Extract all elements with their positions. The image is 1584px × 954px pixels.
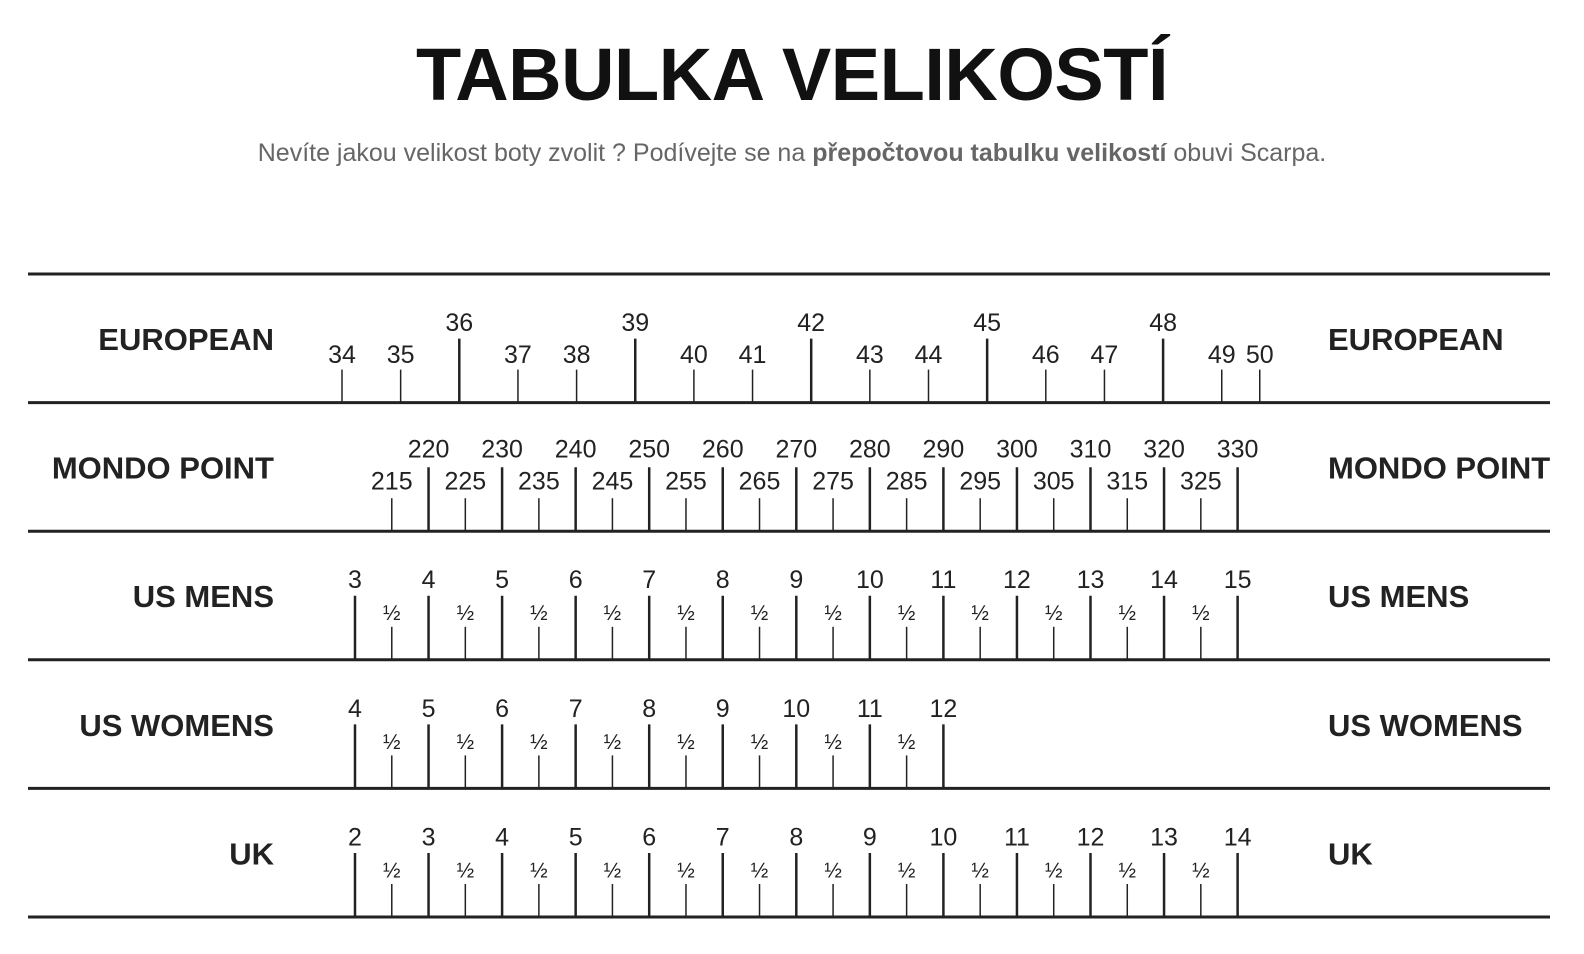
major-size-label: 330 [1216, 435, 1259, 464]
minor-size-label: 215 [370, 467, 413, 496]
minor-size-label: 285 [885, 467, 928, 496]
major-size-label: 280 [848, 435, 891, 464]
half-size-label: ½ [750, 730, 769, 754]
major-size-label: 9 [789, 566, 804, 595]
half-size-label: ½ [1118, 859, 1137, 883]
half-size-label: ½ [824, 859, 842, 883]
half-size-label: ½ [530, 730, 548, 754]
minor-size-label: 43 [855, 341, 884, 369]
major-size-label: 230 [481, 435, 523, 464]
half-size-label: ½ [824, 602, 842, 626]
half-size-label: ½ [677, 730, 695, 754]
major-size-label: 4 [495, 823, 510, 852]
row-label-left-mondo: MONDO POINT [51, 450, 274, 486]
major-size-label: 10 [855, 566, 884, 595]
major-size-label: 13 [1076, 566, 1105, 595]
minor-size-label: 305 [1032, 467, 1075, 496]
minor-size-label: 37 [504, 341, 532, 369]
major-size-label: 11 [856, 694, 883, 723]
major-size-label: 6 [495, 694, 510, 723]
major-size-label: 11 [930, 566, 957, 595]
major-size-label: 5 [568, 823, 583, 852]
row-label-right-uk: UK [1328, 836, 1373, 872]
half-size-label: ½ [750, 859, 769, 883]
major-size-label: 8 [715, 566, 730, 595]
minor-size-label: 315 [1106, 467, 1149, 496]
minor-size-label: 40 [679, 341, 708, 369]
major-size-label: 250 [628, 435, 671, 464]
minor-size-label: 225 [444, 467, 487, 496]
minor-size-label: 275 [812, 467, 854, 496]
major-size-label: 12 [1076, 823, 1105, 852]
subtitle-text-end: obuvi Scarpa. [1166, 139, 1327, 167]
major-size-label: 8 [789, 823, 804, 852]
row-label-right-us-womens: US WOMENS [1328, 707, 1523, 743]
major-size-label: 13 [1150, 823, 1178, 852]
minor-size-label: 235 [518, 467, 560, 496]
major-size-label: 9 [862, 823, 877, 852]
major-size-label: 300 [996, 435, 1038, 464]
major-size-label: 39 [621, 309, 650, 337]
minor-size-label: 49 [1207, 341, 1236, 369]
major-size-label: 7 [642, 566, 657, 595]
major-size-label: 4 [421, 566, 436, 595]
half-size-label: ½ [1044, 602, 1063, 626]
major-size-label: 10 [929, 823, 958, 852]
major-size-label: 270 [775, 435, 818, 464]
row-label-right-european: EUROPEAN [1328, 322, 1504, 357]
major-size-label: 260 [701, 435, 744, 464]
major-size-label: 36 [445, 309, 474, 337]
major-size-label: 6 [568, 566, 583, 595]
half-size-label: ½ [971, 859, 989, 883]
row-label-right-us-mens: US MENS [1328, 579, 1470, 615]
minor-size-label: 38 [562, 341, 591, 369]
row-label-left-european: EUROPEAN [98, 322, 274, 357]
half-size-label: ½ [530, 602, 548, 626]
major-size-label: 220 [407, 435, 450, 464]
row-label-left-uk: UK [229, 836, 274, 872]
major-size-label: 14 [1223, 823, 1252, 852]
half-size-label: ½ [1192, 602, 1210, 626]
major-size-label: 9 [715, 694, 730, 723]
half-size-label: ½ [383, 602, 401, 626]
major-size-label: 14 [1150, 566, 1178, 595]
half-size-label: ½ [824, 730, 842, 754]
minor-size-label: 325 [1179, 467, 1222, 496]
subtitle-bold-link-text: přepočtovou tabulku velikostí [812, 139, 1167, 167]
major-size-label: 12 [1003, 566, 1031, 595]
page-title: TABULKA VELIKOSTÍ [415, 33, 1169, 116]
half-size-label: ½ [897, 859, 916, 883]
major-size-label: 310 [1069, 435, 1112, 464]
half-size-label: ½ [1192, 859, 1210, 883]
half-size-label: ½ [456, 602, 475, 626]
half-size-label: ½ [897, 602, 916, 626]
major-size-label: 10 [782, 694, 811, 723]
half-size-label: ½ [971, 602, 989, 626]
half-size-label: ½ [383, 859, 401, 883]
major-size-label: 7 [568, 694, 583, 723]
half-size-label: ½ [750, 602, 769, 626]
major-size-label: 320 [1143, 435, 1185, 464]
major-size-label: 240 [554, 435, 597, 464]
half-size-label: ½ [1044, 859, 1063, 883]
major-size-label: 15 [1223, 566, 1252, 595]
half-size-label: ½ [603, 859, 622, 883]
half-size-label: ½ [603, 602, 622, 626]
minor-size-label: 35 [386, 341, 415, 369]
major-size-label: 8 [642, 694, 657, 723]
major-size-label: 2 [348, 823, 362, 852]
half-size-label: ½ [677, 859, 695, 883]
half-size-label: ½ [897, 730, 916, 754]
major-size-label: 42 [797, 309, 826, 337]
half-size-label: ½ [677, 602, 695, 626]
minor-size-label: 47 [1090, 341, 1119, 369]
major-size-label: 290 [922, 435, 965, 464]
major-size-label: 11 [1003, 823, 1030, 852]
minor-size-label: 41 [738, 341, 767, 369]
major-size-label: 48 [1149, 309, 1178, 337]
row-label-left-us-mens: US MENS [132, 579, 274, 615]
subtitle-text: Nevíte jakou velikost boty zvolit ? Podívejte se na [257, 139, 813, 167]
minor-size-label: 50 [1245, 341, 1274, 369]
half-size-label: ½ [383, 730, 401, 754]
minor-size-label: 255 [665, 467, 707, 496]
minor-size-label: 34 [328, 341, 356, 369]
minor-size-label: 44 [914, 341, 943, 369]
minor-size-label: 46 [1031, 341, 1060, 369]
major-size-label: 6 [642, 823, 657, 852]
minor-size-label: 295 [959, 467, 1002, 496]
major-size-label: 3 [348, 566, 362, 595]
half-size-label: ½ [530, 859, 548, 883]
major-size-label: 5 [421, 694, 436, 723]
half-size-label: ½ [603, 730, 622, 754]
major-size-label: 3 [421, 823, 436, 852]
row-label-right-mondo: MONDO POINT [1328, 450, 1551, 486]
half-size-label: ½ [456, 859, 475, 883]
major-size-label: 4 [348, 694, 362, 723]
row-label-left-us-womens: US WOMENS [79, 707, 274, 743]
minor-size-label: 265 [738, 467, 781, 496]
half-size-label: ½ [456, 730, 475, 754]
major-size-label: 45 [973, 309, 1002, 337]
half-size-label: ½ [1118, 602, 1137, 626]
major-size-label: 5 [495, 566, 510, 595]
major-size-label: 7 [715, 823, 730, 852]
minor-size-label: 245 [591, 467, 634, 496]
major-size-label: 12 [929, 694, 958, 723]
